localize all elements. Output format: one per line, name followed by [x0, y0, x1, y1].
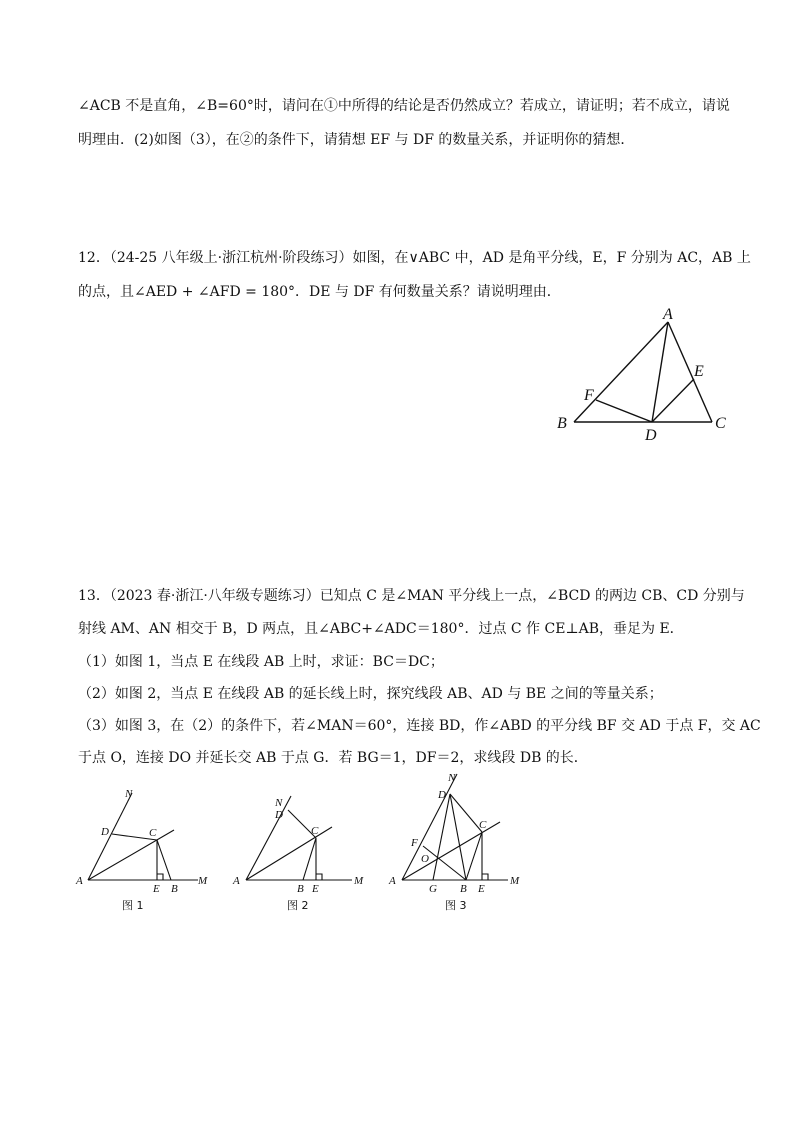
svg-text:F: F — [411, 837, 418, 849]
q13-line-1: 13．（2023 春·浙江·八年级专题练习）已知点 C 是∠MAN 平分线上一点，∠BCD 的两边 CB、CD 分别与 — [78, 588, 745, 604]
figure-2-caption: 图 2 — [287, 899, 309, 912]
svg-text:O: O — [421, 853, 429, 865]
svg-text:E: E — [312, 883, 319, 895]
label-D: D — [645, 427, 657, 444]
svg-text:D: D — [438, 789, 446, 801]
svg-text:C: C — [479, 819, 487, 831]
svg-text:D: D — [101, 826, 109, 838]
q13-line-2: 射线 AM、AN 相交于 B，D 两点，且∠ABC+∠ADC＝180°．过点 C 作 CE⊥AB，垂足为 E． — [78, 621, 684, 637]
q13-figure-3 — [385, 768, 535, 915]
q13-line-5: （3）如图 3，在（2）的条件下，若∠MAN＝60°，连接 BD，作∠ABD 的平分线 BF 交 AD 于点 F，交 AC — [78, 718, 761, 734]
q13-line-6: 于点 O，连接 DO 并延长交 AB 于点 G．若 BG＝1，DF＝2，求线段 DB 的长． — [78, 750, 588, 766]
figure-3-caption: 图 3 — [445, 899, 467, 912]
segment-CA — [668, 322, 712, 422]
label-E: E — [694, 363, 704, 380]
q13-figure-1 — [70, 780, 220, 915]
svg-text:A: A — [233, 875, 240, 887]
svg-text:A: A — [389, 875, 396, 887]
q12-triangle-figure — [550, 300, 740, 450]
svg-text:A: A — [76, 875, 83, 887]
svg-text:M: M — [354, 875, 364, 887]
q12-line-1: 12．（24-25 八年级上·浙江杭州·阶段练习）如图，在∨ABC 中，AD 是角平分线，E，F 分别为 AC，AB 上 — [78, 250, 751, 266]
continuation-line-2: 明理由．(2)如图（3），在②的条件下，请猜想 EF 与 DF 的数量关系，并证明你的猜想． — [78, 132, 635, 148]
svg-text:B: B — [171, 883, 178, 895]
svg-text:C: C — [311, 825, 319, 837]
label-C: C — [715, 415, 726, 432]
label-B: B — [557, 415, 567, 432]
label-F: F — [584, 387, 594, 404]
svg-text:M: M — [198, 875, 208, 887]
segment-DF — [596, 400, 652, 422]
q13-line-3: （1）如图 1，当点 E 在线段 AB 上时，求证：BC＝DC； — [78, 654, 444, 670]
continuation-line-1: ∠ACB 不是直角，∠B=60°时，请问在①中所得的结论是否仍然成立？若成立，请证明；若不成立，请说 — [78, 98, 730, 114]
svg-text:B: B — [460, 883, 467, 895]
label-A: A — [663, 306, 673, 323]
svg-text:N: N — [275, 797, 283, 809]
q12-line-2: 的点，且∠AED + ∠AFD = 180°．DE 与 DF 有何数量关系？请说明理由． — [78, 284, 561, 300]
svg-text:D: D — [275, 809, 283, 821]
q13-line-4: （2）如图 2，当点 E 在线段 AB 的延长线上时，探究线段 AB、AD 与 BE 之间的等量关系； — [78, 686, 663, 702]
svg-text:G: G — [429, 883, 437, 895]
svg-text:C: C — [149, 827, 157, 839]
svg-text:N: N — [125, 788, 133, 800]
svg-text:E: E — [478, 883, 485, 895]
svg-text:E: E — [153, 883, 160, 895]
q13-figure-2 — [228, 780, 373, 915]
figure-1-caption: 图 1 — [122, 899, 144, 912]
svg-text:M: M — [510, 875, 520, 887]
svg-text:B: B — [297, 883, 304, 895]
svg-text:N: N — [448, 772, 456, 784]
